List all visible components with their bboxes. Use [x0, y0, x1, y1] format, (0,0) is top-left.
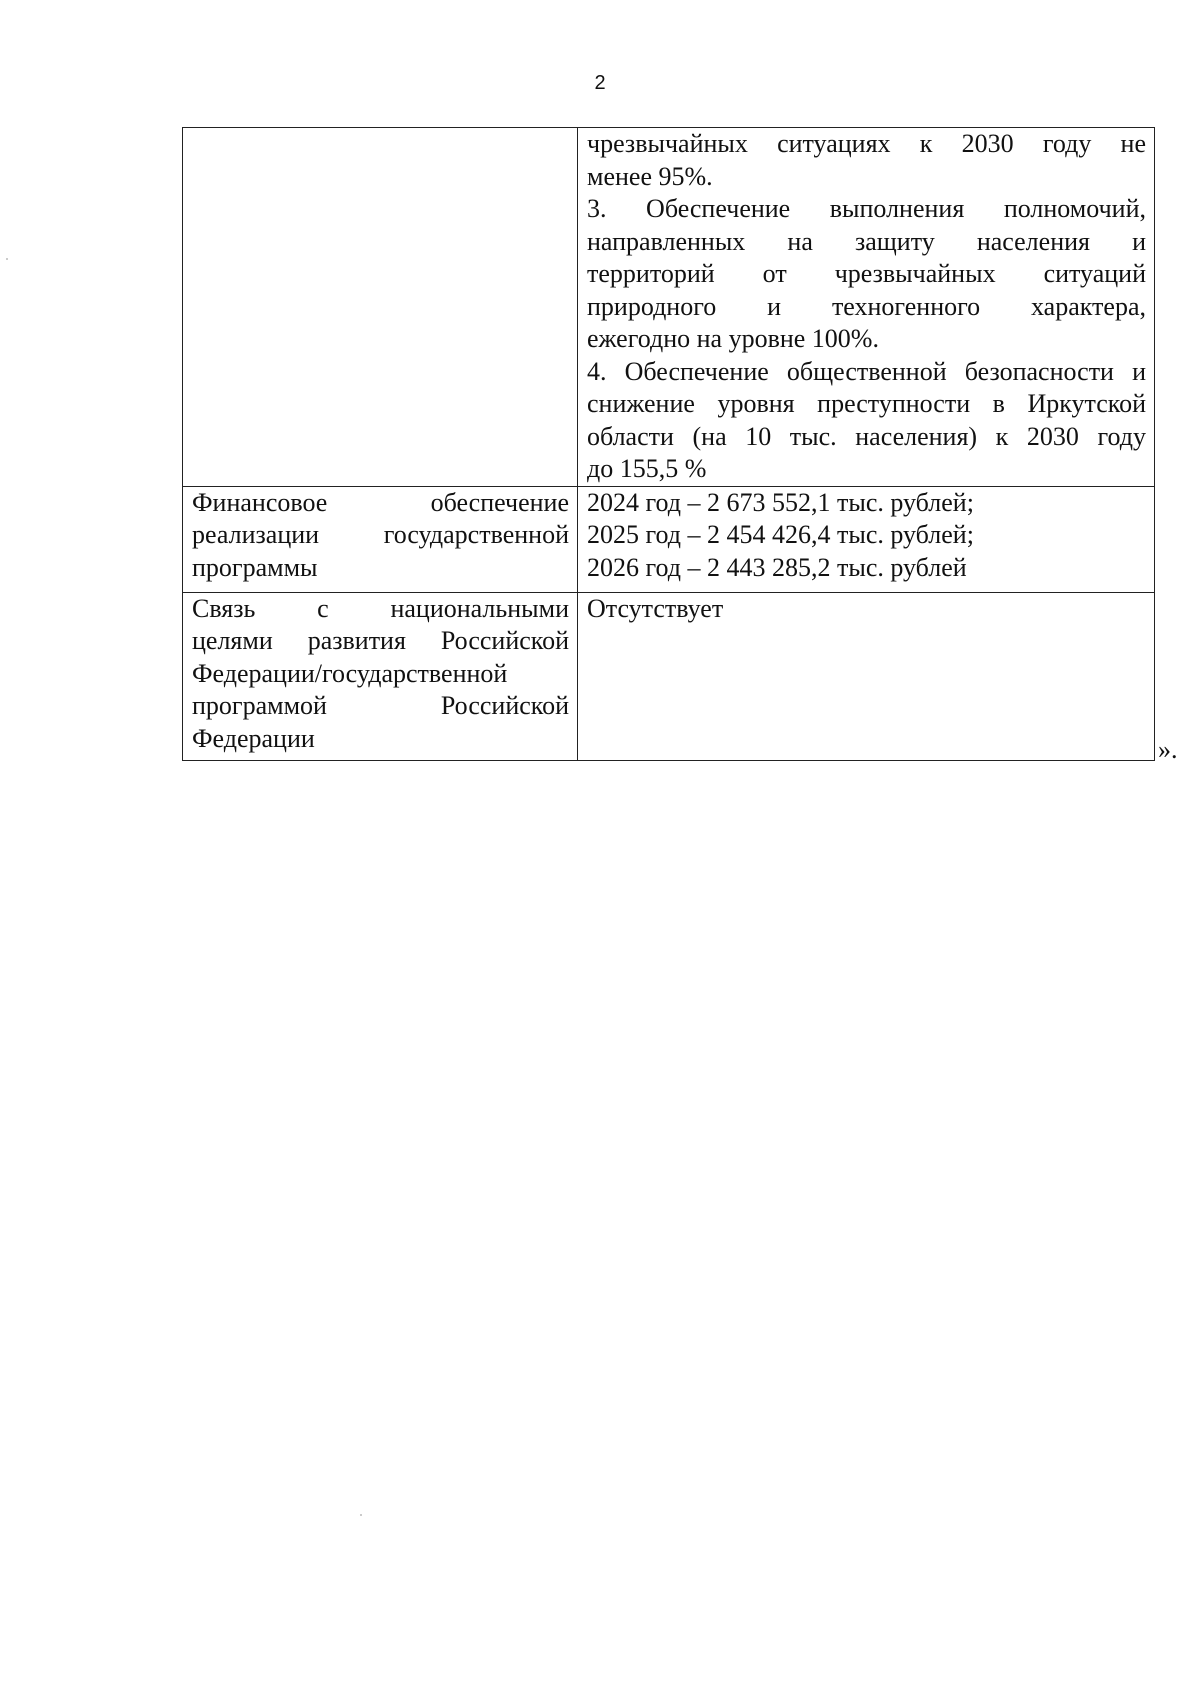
text-line: Федерации/государственной: [192, 658, 508, 688]
text-line: 2024 год – 2 673 552,1 тыс. рублей;: [587, 487, 974, 517]
text-line: программы: [192, 552, 318, 582]
page-number: 2: [594, 72, 606, 94]
text-line: 2026 год – 2 443 285,2 тыс. рублей: [587, 552, 967, 582]
text-line: до 155,5 %: [587, 454, 707, 483]
table-cell-left-empty: [183, 128, 578, 487]
table-cell-financing-label: [183, 486, 578, 592]
closing-quote: ».: [1158, 735, 1178, 764]
text-line: области (на 10 тыс. населения) к 2030 году: [587, 421, 1146, 451]
text-line: целями развития Российской: [192, 626, 569, 655]
text-line: 2025 год – 2 454 426,4 тыс. рублей;: [587, 520, 974, 549]
text-line: менее 95%.: [587, 161, 713, 191]
table-row-financing: [183, 486, 1155, 592]
text-line: программой Российской: [192, 691, 569, 720]
text-line: Финансовое обеспечение: [192, 487, 569, 517]
scan-speck: [6, 258, 8, 260]
text-line: природного и техногенного характера,: [587, 291, 1146, 321]
text-line: реализации государственной: [192, 520, 569, 549]
text-line: Отсутствует: [587, 593, 724, 623]
passport-table: [182, 127, 1155, 761]
text-line: Связь с национальными: [192, 593, 569, 623]
table-row-national-goals: [183, 592, 1155, 760]
text-line: снижение уровня преступности в Иркутской: [587, 389, 1146, 418]
table-row-targets: [183, 128, 1155, 487]
text-line: направленных на защиту населения и: [587, 226, 1146, 256]
text-line: ежегодно на уровне 100%.: [587, 324, 879, 353]
table-cell-financing-values: [578, 486, 1155, 592]
text-line: территорий от чрезвычайных ситуаций: [587, 259, 1146, 288]
scan-speck: [360, 1514, 362, 1516]
text-line: Федерации: [192, 723, 315, 753]
table-cell-national-goals-value: [578, 592, 1155, 760]
text-line: 4. Обеспечение общественной безопасности и: [587, 356, 1146, 386]
table-cell-national-goals-label: [183, 592, 578, 760]
text-line: 3. Обеспечение выполнения полномочий,: [587, 194, 1146, 223]
table-cell-targets: [578, 128, 1155, 487]
text-line: чрезвычайных ситуациях к 2030 году не: [587, 129, 1146, 158]
